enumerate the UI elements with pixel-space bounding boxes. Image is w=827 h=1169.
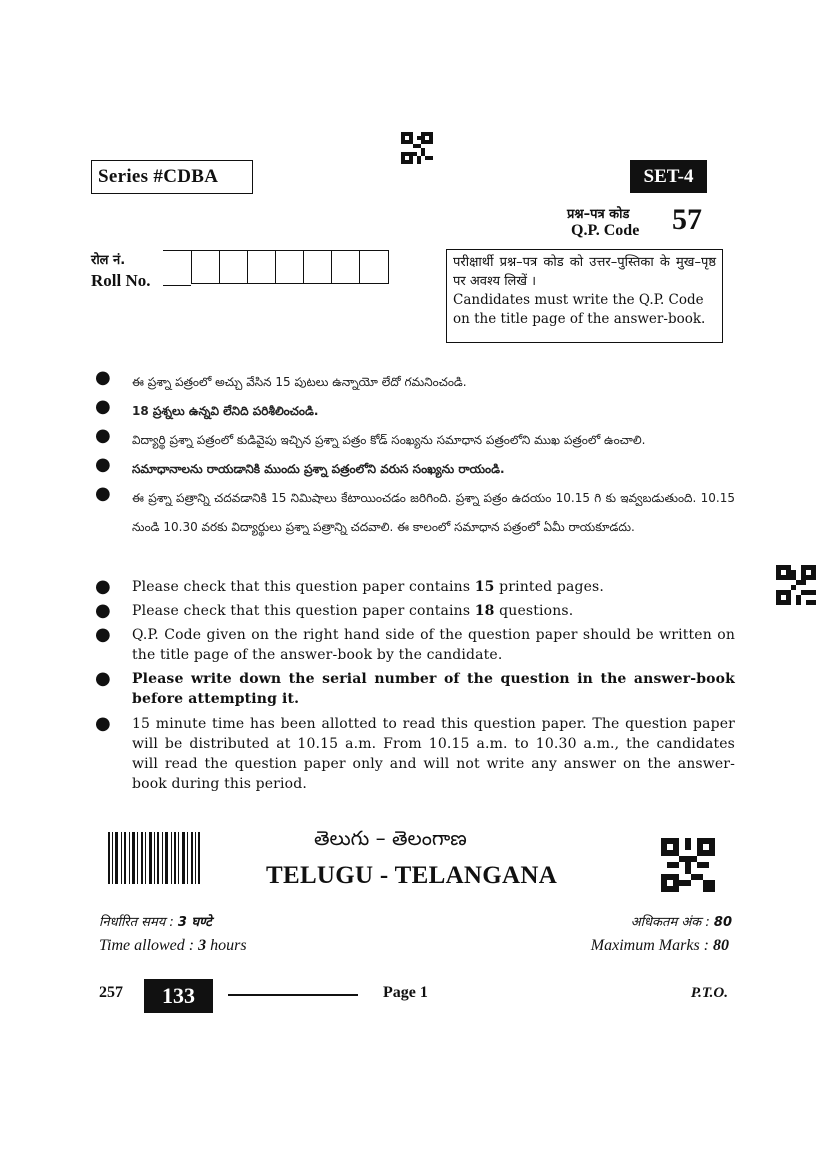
list-item: [95, 669, 735, 709]
qr-code-side: [776, 565, 816, 605]
question-count: 18: [474, 603, 495, 619]
qp-code-value: 57: [672, 203, 702, 236]
time-label-hindi: निर्धारित समय :: [99, 915, 178, 930]
list-item: [95, 368, 735, 397]
series-label: Series #CDBA: [91, 160, 253, 194]
bullet-icon: ●: [95, 454, 111, 475]
list-item: [95, 714, 735, 794]
max-marks: [591, 937, 729, 955]
bullet-icon: ●: [95, 396, 111, 417]
bullet-icon: ●: [95, 668, 111, 689]
roll-digit-box[interactable]: [332, 251, 360, 283]
telugu-instruction-text: ఈ ప్రశ్నా పత్రాన్ని చదవడానికి 15 నిమిషాలు కేటాయించడం జరిగింది. ప్రశ్నా పత్రం ఉదయం 10.15 గి కు ఇవ్వబడుతుంది. 10.15 నుండి 10.30 వరకు విద్యార్థులు ప్రశ్నా పత్రాన్ని చదవాలి. ఈ కాలంలో సమాధాన పత్రంలో ఏమీ రాయకూడదు.: [132, 491, 735, 534]
instruction-text: printed pages.: [494, 579, 604, 595]
candidate-note-box: [446, 249, 723, 343]
marks-value-hindi: 80: [713, 915, 732, 930]
paper-code: 257: [99, 984, 123, 1001]
time-value-hindi: 3 घण्टे: [177, 915, 212, 930]
box-code: 133: [144, 979, 213, 1013]
bullet-icon: ●: [95, 624, 111, 645]
instruction-text: Please write down the serial number of the question in the answer-book before attempting it.: [132, 671, 735, 707]
time-value: 3: [198, 937, 207, 954]
max-marks-hindi: [631, 912, 732, 930]
candidate-note-hindi: परीक्षार्थी प्रश्न–पत्र कोड को उत्तर–पुस्तिका के मुख–पृष्ठ पर अवश्य लिखें ।: [453, 255, 716, 289]
roll-digit-box[interactable]: [192, 251, 220, 283]
roll-digit-box[interactable]: [360, 251, 388, 283]
telugu-instruction-text: సమాధానాలను రాయడానికి ముందు ప్రశ్నా పత్రంలోని వరుస సంఖ్యను రాయండి.: [132, 462, 505, 476]
bullet-icon: ●: [95, 600, 111, 621]
bullet-icon: ●: [95, 483, 111, 504]
bullet-icon: ●: [95, 425, 111, 446]
list-item: [95, 601, 735, 621]
barcode: [108, 832, 223, 884]
list-item: [95, 455, 735, 484]
time-label: Time allowed :: [99, 937, 199, 954]
qr-code-subject: [661, 838, 715, 892]
instruction-text: Q.P. Code given on the right hand side of the question paper should be written on the title page of the answer-book by the candidate.: [132, 627, 735, 663]
list-item: [95, 625, 735, 665]
time-allowed: [99, 937, 247, 955]
page-number: Page 1: [383, 984, 428, 1001]
roll-digit-box[interactable]: [304, 251, 332, 283]
instruction-text: questions.: [494, 603, 574, 619]
list-item: [95, 484, 735, 542]
subject-title-telugu: తెలుగు – తెలంగాణ: [314, 826, 467, 850]
roll-digit-box[interactable]: [220, 251, 248, 283]
page-count: 15: [474, 579, 495, 595]
instruction-text: 15 minute time has been allotted to read this question paper. The question paper will be distributed at 10.15 a.m. From 10.15 a.m. to 10.30 a.m., the candidates will read the question paper only and will not write any answer on the answer-book during this period.: [132, 716, 735, 792]
time-allowed-hindi: [99, 912, 212, 930]
telugu-instruction-text: విద్యార్థి ప్రశ్నా పత్రంలో కుడివైపు ఇచ్చిన ప్రశ్నా పత్రం కోడ్ సంఖ్యను సమాధాన పత్రంలోని ముఖ పత్రంలో ఉంచాలి.: [132, 433, 646, 447]
marks-label: Maximum Marks :: [590, 937, 713, 954]
instruction-text: Please check that this question paper contains: [132, 579, 475, 595]
roll-digit-box[interactable]: [276, 251, 304, 283]
subject-title: TELUGU - TELANGANA: [266, 862, 558, 889]
roll-label-hindi: रोल नं.: [91, 253, 126, 268]
roll-label: Roll No.: [91, 271, 151, 290]
marks-value: 80: [713, 937, 729, 954]
bullet-icon: ●: [95, 713, 111, 734]
time-unit: hours: [206, 937, 247, 954]
bullet-icon: ●: [95, 576, 111, 597]
footer-divider: [228, 994, 358, 996]
telugu-instruction-text: ఈ ప్రశ్నా పత్రంలో అచ్చు వేసిన 15 పుటలు ఉన్నాయో లేదో గమనించండి.: [132, 375, 467, 389]
telugu-instruction-text: 18 ప్రశ్నలు ఉన్నవి లేనిది పరిశీలించండి.: [132, 404, 319, 418]
roll-digit-box[interactable]: [248, 251, 276, 283]
qr-code-top: [401, 132, 433, 164]
list-item: [95, 577, 735, 597]
list-item: [95, 397, 735, 426]
pto-label: P.T.O.: [690, 985, 728, 1001]
candidate-note-english: Candidates must write the Q.P. Code on the title page of the answer-book.: [453, 292, 706, 327]
qp-code-label-hindi: प्रश्न–पत्र कोड: [567, 207, 630, 222]
set-badge: SET-4: [630, 160, 707, 193]
list-item: [95, 426, 735, 455]
roll-topline: [163, 250, 191, 251]
marks-label-hindi: अधिकतम अंक :: [630, 915, 714, 930]
bullet-icon: ●: [95, 367, 111, 388]
instruction-text: Please check that this question paper contains: [132, 603, 475, 619]
roll-number-boxes[interactable]: [191, 250, 389, 284]
roll-underline: [163, 285, 191, 286]
qp-code-label: Q.P. Code: [571, 222, 640, 239]
